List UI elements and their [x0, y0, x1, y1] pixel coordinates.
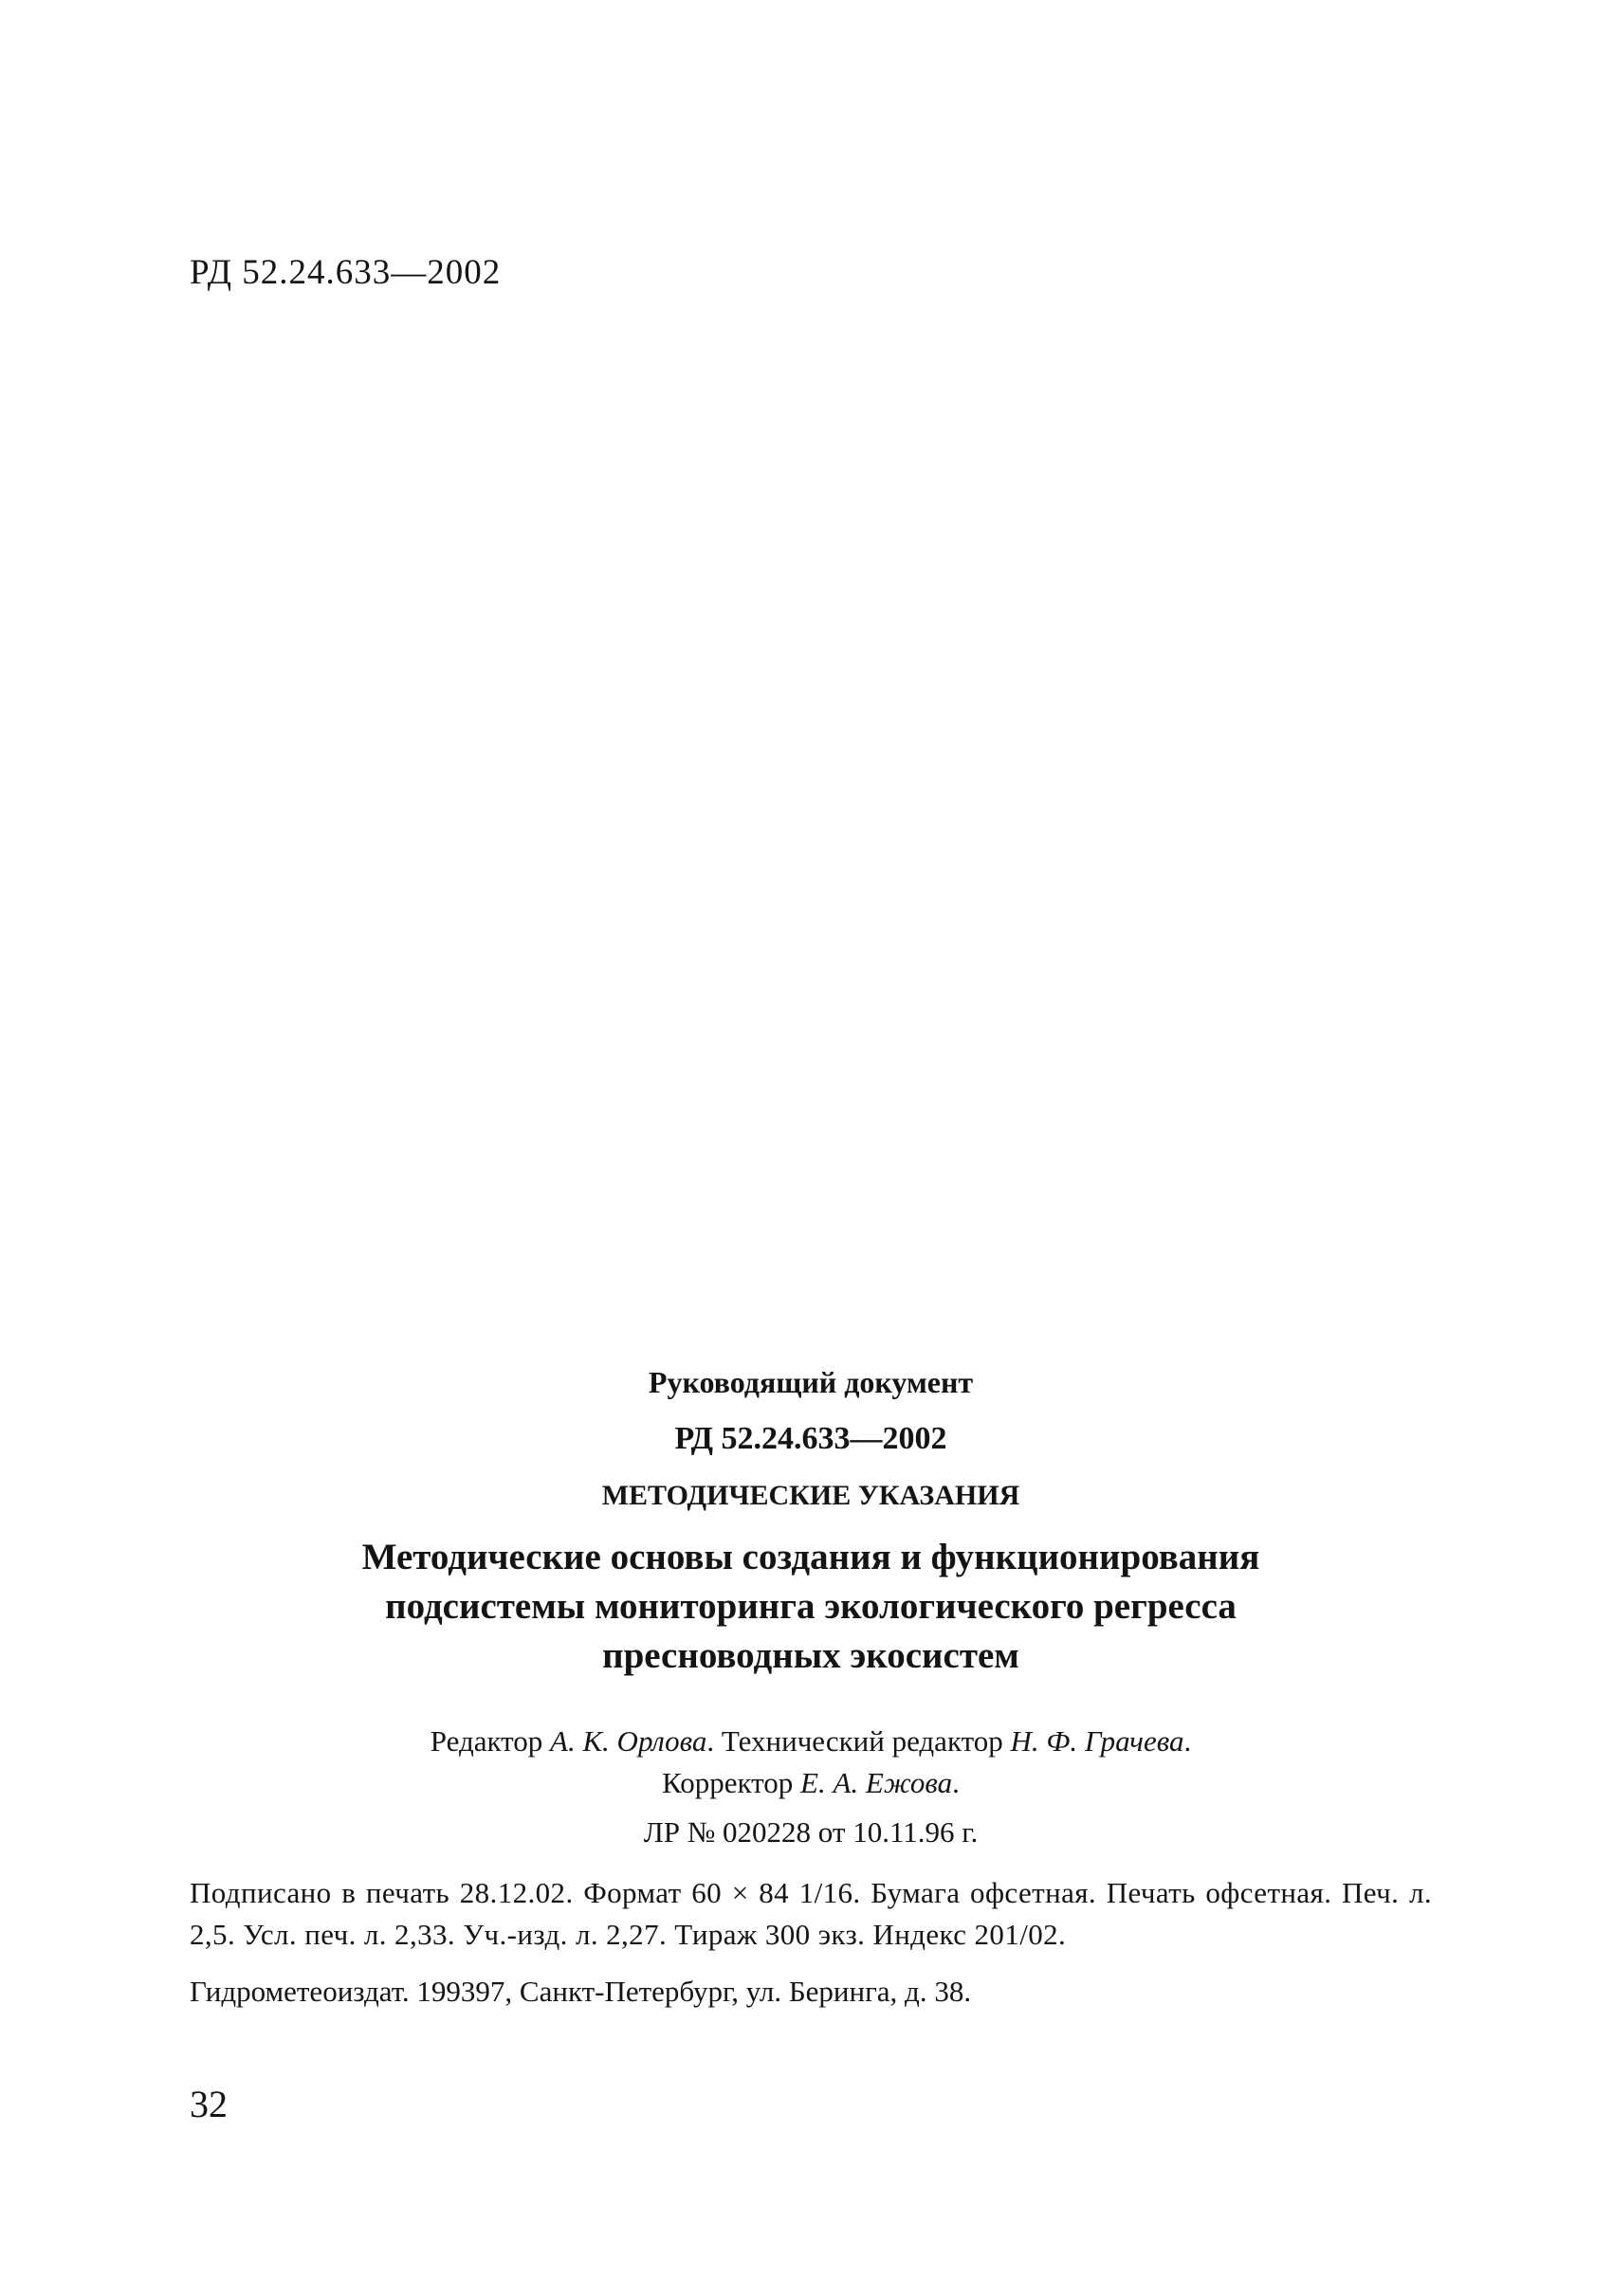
title-line: подсистемы мониторинга экологического регресса: [385, 1586, 1237, 1627]
tech-editor-label: . Технический редактор: [706, 1724, 1011, 1758]
editors-line: [190, 1721, 1432, 1762]
document-kind: МЕТОДИЧЕСКИЕ УКАЗАНИЯ: [601, 1480, 1020, 1511]
tech-editor-name: Н. Ф. Грачева: [1010, 1724, 1184, 1758]
license-number: ЛР № 020228 от 10.11.96 г.: [643, 1815, 979, 1849]
page-number: 32: [190, 2083, 228, 2125]
corrector-name: Е. А. Ежова: [800, 1766, 953, 1799]
document-type: Руководящий документ: [648, 1365, 974, 1399]
imprint-block: [190, 1365, 1432, 2009]
document-title: [190, 1533, 1432, 1681]
document-number: РД 52.24.633—2002: [674, 1421, 947, 1456]
title-line: пресноводных экосистем: [602, 1635, 1019, 1676]
corrector-line: [190, 1762, 1432, 1804]
editors-period: .: [1183, 1724, 1192, 1758]
editors-credits: [190, 1721, 1432, 1804]
editor-name: А. К. Орлова: [550, 1724, 707, 1758]
publisher-address: Гидрометеоиздат. 199397, Санкт-Петербург, ул. Беринга, д. 38.: [190, 1975, 972, 2008]
running-header: РД 52.24.633—2002: [190, 253, 502, 292]
title-line: Методические основы создания и функционирования: [361, 1537, 1260, 1577]
print-details: Подписано в печать 28.12.02. Формат 60 × 84 1/16. Бумага офсетная. Печать офсетная. Печ. л. 2,5. Усл. печ. л. 2,33. Уч.-изд. л. 2,27. Тираж 300 экз. Индекс 201/02.: [190, 1876, 1432, 1951]
corrector-label: Корректор: [662, 1766, 801, 1799]
editor-label: Редактор: [430, 1724, 551, 1758]
corrector-period: .: [952, 1766, 960, 1799]
